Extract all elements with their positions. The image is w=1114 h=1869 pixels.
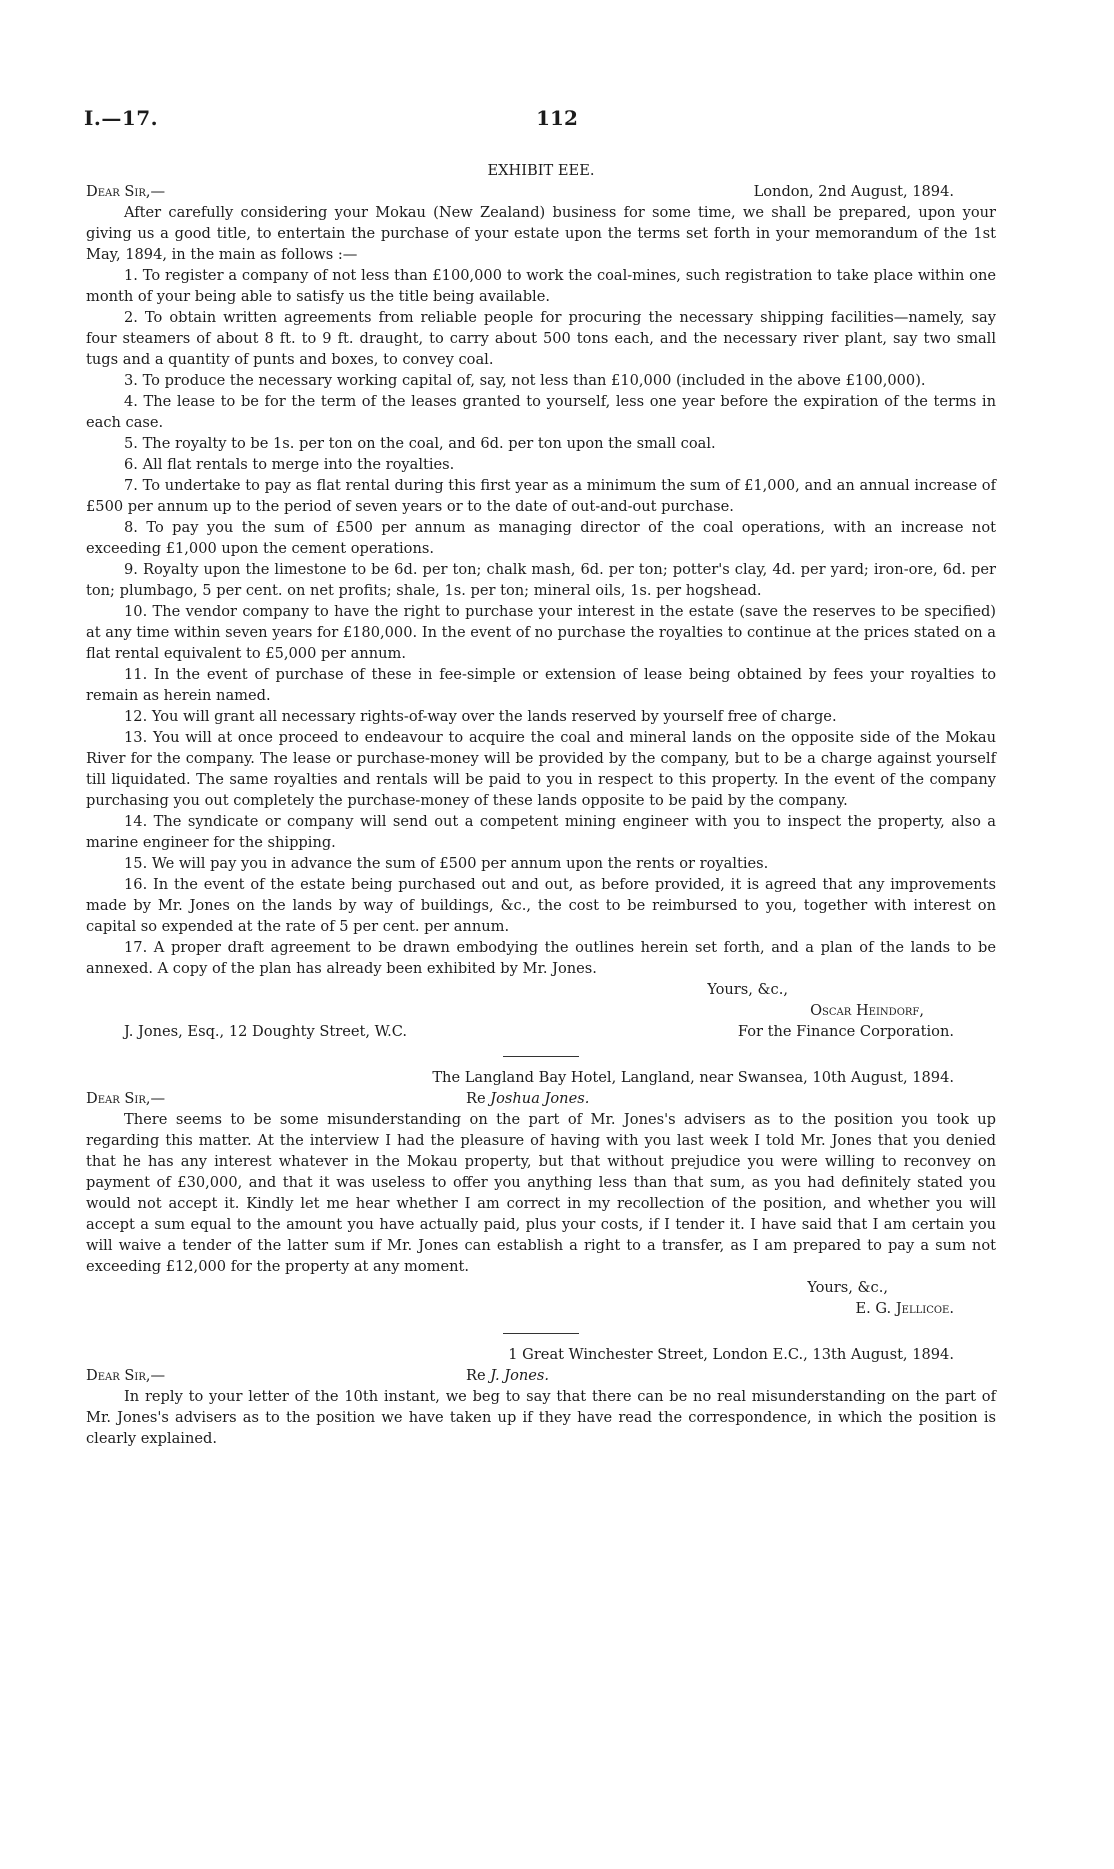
- signatory-name: E. G. Jellicoe.: [855, 1300, 954, 1317]
- page-number: 112: [536, 106, 578, 130]
- term-item-7: 7. To undertake to pay as flat rental during this first year as a minimum the sum of £1,000, and an annual increase of £500 per annum up to the period of seven years or to the date of out-and-out purchase.: [86, 477, 996, 515]
- closing: Yours, &c.,: [707, 981, 788, 998]
- re-line: [466, 1365, 549, 1386]
- term-item-5: 5. The royalty to be 1s. per ton on the coal, and 6d. per ton upon the small coal.: [124, 435, 716, 452]
- term-item-11: 11. In the event of purchase of these in fee-simple or extension of lease being obtained by fees your royalties to remain as herein named.: [86, 666, 996, 704]
- document-reference: I.—17.: [84, 106, 159, 130]
- term-item-10: 10. The vendor company to have the right to purchase your interest in the estate (save the reserves to be specified) at any time within seven years for £180,000. In the event of no purchase the royalties to continue at the prices stated on a flat rental equivalent to £5,000 per annum.: [86, 603, 996, 662]
- letter-body-paragraph: In reply to your letter of the 10th instant, we beg to say that there can be no real misunderstanding on the part of Mr. Jones's advisers as to the position we have taken up if they have read the correspondence, in which the position is clearly explained.: [86, 1388, 996, 1447]
- letter-langland: [86, 1067, 996, 1319]
- salutation: Dear Sir,—: [86, 183, 166, 200]
- section-divider: [503, 1333, 579, 1334]
- section-divider: [503, 1056, 579, 1057]
- letter-body-paragraph: There seems to be some misunderstanding on the part of Mr. Jones's advisers as to the position you took up regarding this matter. At the interview I had the pleasure of having with you last week I told Mr. Jones that you denied that he has any interest whatever in the Mokau property, but that without prejudice you were willing to reconvey on payment of £30,000, and that it was useless to offer you anything less than that sum, as you had definitely stated you would not accept it. Kindly let me hear whether I am correct in my recollection of the position, and whether you will accept a sum equal to the amount you have actually paid, plus your costs, if I tender it. I have said that I am certain you will waive a tender of the latter sum if Mr. Jones can establish a right to a transfer, as I am prepared to pay a sum not exceeding £12,000 for the property at any moment.: [86, 1111, 996, 1275]
- term-item-4: 4. The lease to be for the term of the leases granted to yourself, less one year before the expiration of the terms in each case.: [86, 393, 996, 431]
- term-item-15: 15. We will pay you in advance the sum of £500 per annum upon the rents or royalties.: [124, 855, 769, 872]
- salutation: Dear Sir,—: [86, 1090, 166, 1107]
- running-head: [84, 106, 1030, 134]
- place-date: 1 Great Winchester Street, London E.C., 13th August, 1894.: [508, 1346, 954, 1363]
- term-item-3: 3. To produce the necessary working capital of, say, not less than £10,000 (included in the above £100,000).: [124, 372, 926, 389]
- salutation-re-row: [86, 1365, 996, 1386]
- letter-intro-paragraph: After carefully considering your Mokau (New Zealand) business for some time, we shall be prepared, upon your giving us a good title, to entertain the purchase of your estate upon the terms set forth in your memorandum of the 1st May, 1894, in the main as follows :—: [86, 204, 996, 263]
- re-line: [466, 1088, 589, 1109]
- term-item-16: 16. In the event of the estate being purchased out and out, as before provided, it is agreed that any improvements made by Mr. Jones on the lands by way of buildings, &c., the cost to be reimbursed to you, together with interest on capital so expended at the rate of 5 per cent. per annum.: [86, 876, 996, 935]
- re-subject: Joshua Jones.: [490, 1090, 590, 1107]
- term-item-8: 8. To pay you the sum of £500 per annum as managing director of the coal operations, with an increase not exceeding £1,000 upon the cement operations.: [86, 519, 996, 557]
- re-subject: J. Jones.: [490, 1367, 550, 1384]
- letter-exhibit-eee: [86, 160, 996, 1042]
- re-prefix: Re: [466, 1090, 486, 1107]
- term-item-12: 12. You will grant all necessary rights-of-way over the lands reserved by yourself free of charge.: [124, 708, 837, 725]
- re-prefix: Re: [466, 1367, 486, 1384]
- term-item-17: 17. A proper draft agreement to be drawn embodying the outlines herein set forth, and a plan of the lands to be annexed. A copy of the plan has already been exhibited by Mr. Jones.: [86, 939, 996, 977]
- closing: Yours, &c.,: [807, 1279, 888, 1296]
- letter-heading-row: [86, 181, 996, 202]
- term-item-14: 14. The syndicate or company will send out a competent mining engineer with you to inspect the property, also a marine engineer for the shipping.: [86, 813, 996, 851]
- signatory-name: Oscar Heindorf,: [810, 1002, 924, 1019]
- signatory-organisation: For the Finance Corporation.: [737, 1023, 954, 1040]
- exhibit-title: EXHIBIT EEE.: [487, 162, 595, 179]
- addressee: J. Jones, Esq., 12 Doughty Street, W.C.: [124, 1023, 408, 1040]
- document-body: [86, 160, 996, 1449]
- place-date: The Langland Bay Hotel, Langland, near Swansea, 10th August, 1894.: [432, 1069, 954, 1086]
- letter-great-winchester: [86, 1344, 996, 1449]
- place-date: London, 2nd August, 1894.: [753, 183, 954, 200]
- term-item-2: 2. To obtain written agreements from reliable people for procuring the necessary shipping facilities—namely, say four steamers of about 8 ft. to 9 ft. draught, to carry about 500 tons each, and the necessary river plant, say two small tugs and a quantity of punts and boxes, to convey coal.: [86, 309, 996, 368]
- term-item-9: 9. Royalty upon the limestone to be 6d. per ton; chalk mash, 6d. per ton; potter's clay, 4d. per yard; iron-ore, 6d. per ton; plumbago, 5 per cent. on net profits; shale, 1s. per ton; mineral oils, 1s. per hogshead.: [86, 561, 996, 599]
- addressee-signature-row: [86, 1021, 996, 1042]
- term-item-13: 13. You will at once proceed to endeavour to acquire the coal and mineral lands on the opposite side of the Mokau River for the company. The lease or purchase-money will be provided by the company, but to be a charge against yourself till liquidated. The same royalties and rentals will be paid to you in respect to this property. In the event of the company purchasing you out completely the purchase-money of these lands opposite to be paid by the company.: [86, 729, 996, 809]
- salutation: Dear Sir,—: [86, 1367, 166, 1384]
- term-item-1: 1. To register a company of not less than £100,000 to work the coal-mines, such registration to take place within one month of your being able to satisfy us the title being available.: [86, 267, 996, 305]
- term-item-6: 6. All flat rentals to merge into the royalties.: [124, 456, 455, 473]
- salutation-re-row: [86, 1088, 996, 1109]
